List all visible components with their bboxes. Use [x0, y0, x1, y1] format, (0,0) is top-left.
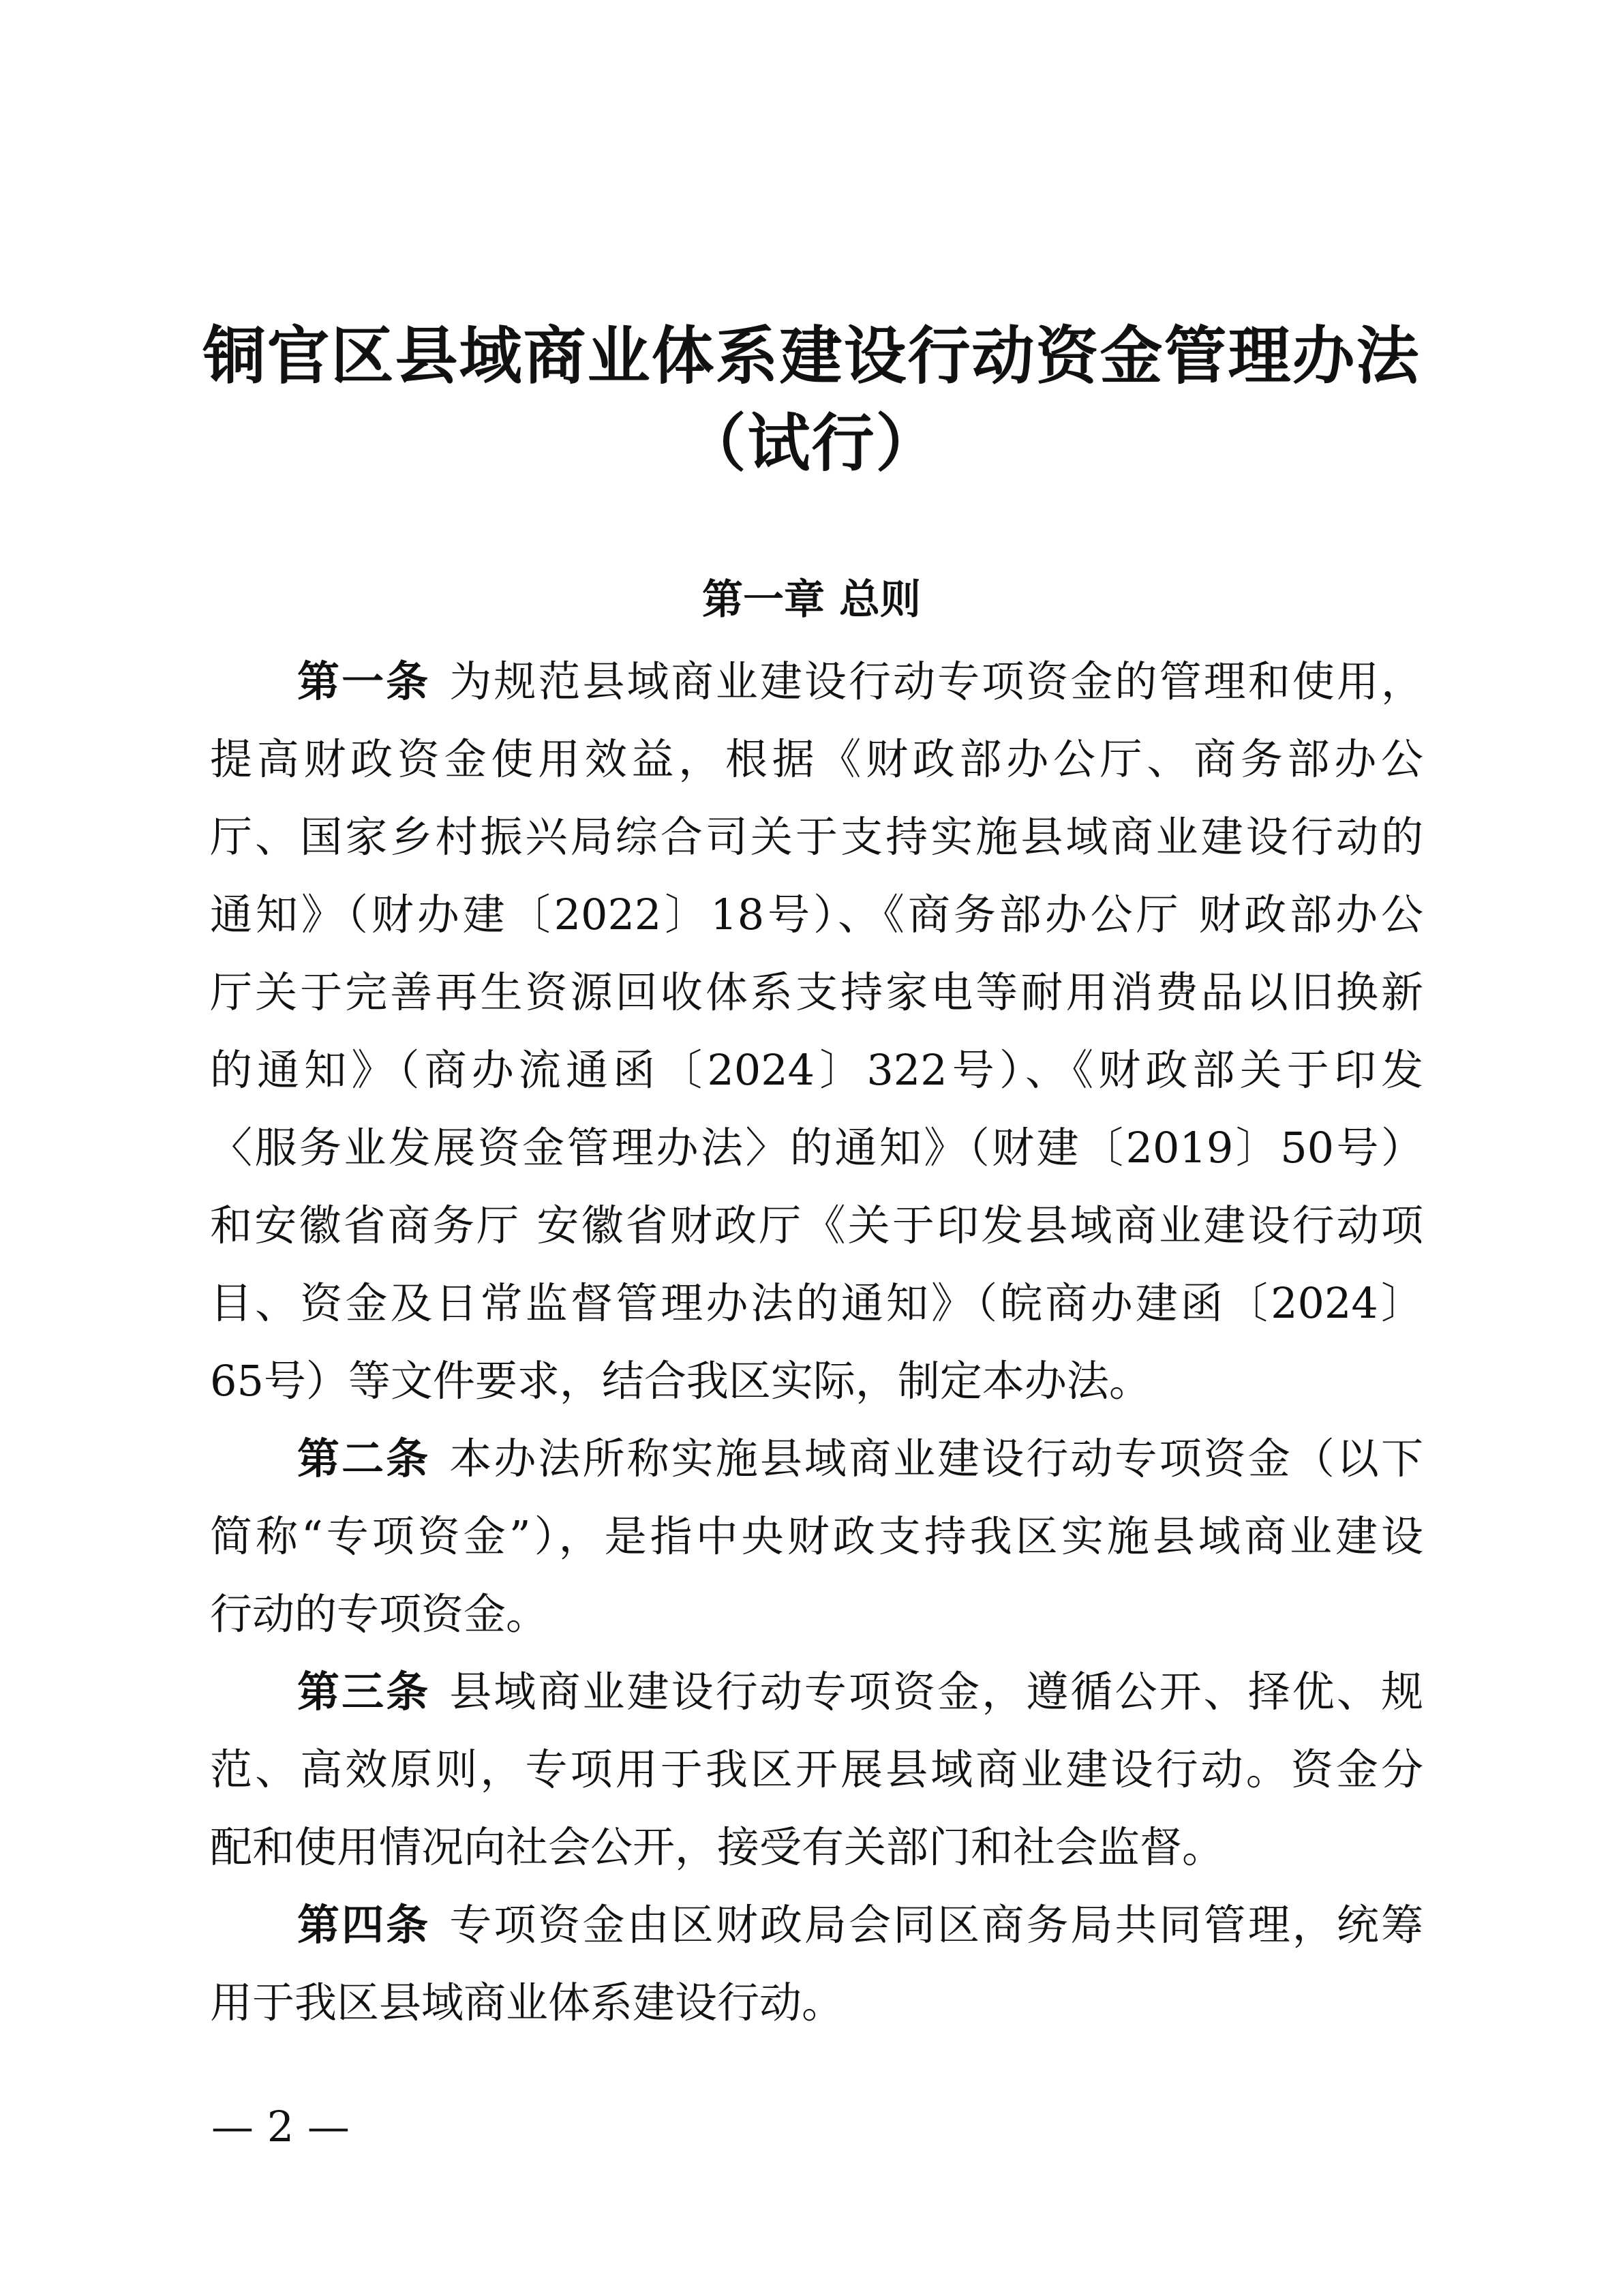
- article-3-label: 第三条: [297, 1667, 431, 1717]
- document-subtitle: （试行）: [683, 407, 940, 480]
- article-1-line-8: 和安徽省商务厅 安徽省财政厅《关于印发县域商业建设行动项: [210, 1200, 1423, 1250]
- article-1-label: 第一条: [297, 656, 431, 706]
- article-1-line-10: 65号）等文件要求，结合我区实际，制定本办法。: [210, 1356, 1151, 1406]
- article-2-line-1: [297, 1432, 1423, 1486]
- article-1-line-7: 〈服务业发展资金管理办法〉的通知》（财建〔2019〕50号）: [210, 1123, 1423, 1173]
- article-2-line-2: 简称“专项资金”），是指中央财政支持我区实施县域商业建设: [210, 1511, 1423, 1561]
- article-4-line-1: [297, 1898, 1423, 1952]
- article-4-label: 第四条: [297, 1900, 431, 1950]
- article-1-line-9: 目、资金及日常监督管理办法的通知》（皖商办建函〔2024〕: [210, 1278, 1423, 1328]
- article-4-text-1: 专项资金由区财政局会同区商务局共同管理，统筹: [449, 1900, 1423, 1950]
- article-1-line-3: 厅、国家乡村振兴局综合司关于支持实施县域商业建设行动的: [210, 812, 1423, 862]
- chapter-heading: 第一章 总则: [702, 576, 921, 624]
- article-2-text-1: 本办法所称实施县域商业建设行动专项资金（以下: [449, 1434, 1423, 1483]
- article-3-text-1: 县域商业建设行动专项资金，遵循公开、择优、规: [449, 1667, 1423, 1717]
- article-4-line-2: 用于我区县域商业体系建设行动。: [210, 1978, 845, 2027]
- document-title: 铜官区县域商业体系建设行动资金管理办法: [202, 320, 1421, 393]
- article-1-line-1: [297, 654, 1423, 709]
- article-1-line-2: 提高财政资金使用效益，根据《财政部办公厅、商务部办公: [210, 734, 1423, 784]
- article-3-line-3: 配和使用情况向社会公开，接受有关部门和社会监督。: [210, 1822, 1225, 1872]
- article-1-line-4: 通知》（财办建〔2022〕18号）、《商务部办公厅 财政部办公: [210, 890, 1423, 939]
- article-3-line-2: 范、高效原则，专项用于我区开展县域商业建设行动。资金分: [210, 1744, 1423, 1794]
- article-2-line-3: 行动的专项资金。: [210, 1589, 549, 1639]
- article-1-text-1: 为规范县域商业建设行动专项资金的管理和使用，: [449, 656, 1423, 706]
- page-number: — 2 —: [211, 2102, 350, 2151]
- article-1-line-6: 的通知》（商办流通函〔2024〕322号）、《财政部关于印发: [210, 1045, 1423, 1095]
- article-2-label: 第二条: [297, 1434, 431, 1483]
- article-3-line-1: [297, 1665, 1423, 1719]
- article-1-line-5: 厅关于完善再生资源回收体系支持家电等耐用消费品以旧换新: [210, 967, 1423, 1017]
